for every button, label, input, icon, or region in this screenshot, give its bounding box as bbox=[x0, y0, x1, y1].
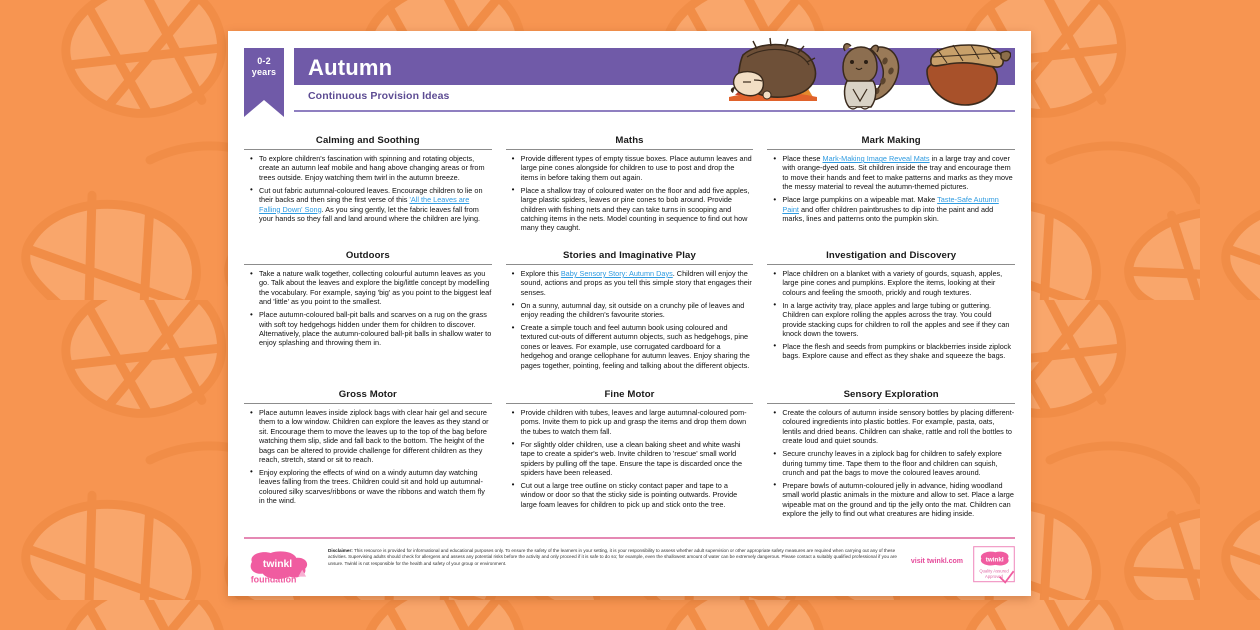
section-heading: Stories and Imaginative Play bbox=[563, 250, 696, 261]
section-divider bbox=[506, 403, 754, 404]
twinkl-logo-text: twinkl bbox=[262, 558, 293, 570]
section-divider bbox=[767, 264, 1015, 265]
section-divider bbox=[244, 403, 492, 404]
list-item: • Create a simple touch and feel autumn book using coloured and textured cut-outs of different autumn objects, such as hedgehogs, pine cones or leaves. For example, use corrugated cardboard for a hedgehog and orange cellophane for autumn leaves. Enjoy sharing the pages together, pointing, feeling and talking about the different objects. bbox=[521, 323, 754, 370]
quality-assured-badge bbox=[973, 546, 1015, 585]
resource-link[interactable]: Taste-Safe Autumn Paint bbox=[782, 195, 999, 214]
section-heading: Gross Motor bbox=[338, 389, 397, 400]
list-item: • Prepare bowls of autumn-coloured jelly in advance, hiding woodland small world plastic animals in the mixture and allow to set. Place a large wipeable mat on the ground and tip the jelly onto the mat. Children can explore the jelly to find out what creatures are hiding inside. bbox=[782, 481, 1015, 519]
section-divider bbox=[244, 149, 492, 150]
section-gross-motor bbox=[244, 389, 492, 529]
visit-twinkl-link[interactable]: visit twinkl.com bbox=[910, 557, 963, 565]
list-item: • Place the flesh and seeds from pumpkins or blackberries inside ziplock bags. Explore cause and effect as they shake and squeeze the bags. bbox=[782, 342, 1015, 361]
resource-link[interactable]: Baby Sensory Story: Autumn Days bbox=[560, 269, 673, 278]
section-fine-motor bbox=[506, 389, 754, 529]
list-item: • Secure crunchy leaves in a ziplock bag for children to safely explore during tummy time. Tape them to the floor and children can squish, crunch and pat the bags to move the coloured leaves around. bbox=[782, 449, 1015, 477]
list-item: • Place autumn leaves inside ziplock bags with clear hair gel and secure them to a low window. Children can explore the leaves as they stand or sit. Encourage them to move the leaves up to the top of the bag before watching them slip, slide and fall back to the bottom. The height of the bags can be altered to provide challenge for different children as they reach, stretch, stand or sit to reach. bbox=[259, 408, 492, 464]
list-item: • Place these Mark-Making Image Reveal Mats in a large tray and cover with orange-dyed oats. Sit children inside the tray and encourage them to move their hands and feet to make patterns and marks as they move the messy material to reveal the autumn-themed pictures. bbox=[782, 154, 1015, 192]
title-bar bbox=[294, 48, 1015, 85]
badge-line-3: Approved bbox=[985, 574, 1003, 580]
page-header bbox=[244, 48, 1015, 126]
page-footer bbox=[244, 537, 1015, 585]
list-item: • Place large pumpkins on a wipeable mat. Make Taste-Safe Autumn Paint and offer children paintbrushes to dip into the paint and add marks, lines and patterns onto the pumpkin skin. bbox=[782, 195, 1015, 223]
header-divider bbox=[294, 110, 1015, 112]
section-divider bbox=[767, 403, 1015, 404]
list-item: • Place a shallow tray of coloured water on the floor and add five apples, large plastic spiders, leaves or pine cones to bob around. Provide children with fishing nets and they can take turns in scooping and catching items in the nets. Model counting in sequence to find out how many they caught. bbox=[521, 186, 754, 233]
section-outdoors bbox=[244, 250, 492, 378]
list-item: • Provide children with tubes, leaves and large autumnal-coloured pom-poms. Invite them to pick up and grasp the items and drop them down the tubes to watch them fall. bbox=[521, 408, 754, 436]
section-heading: Investigation and Discovery bbox=[826, 250, 957, 261]
list-item: • Explore this Baby Sensory Story: Autumn Days. Children will enjoy the sound, actions and props as you tell this simple story that engages their senses. bbox=[521, 269, 754, 297]
age-range-line-1: 0-2 bbox=[257, 56, 271, 66]
section-stories-and-imaginative-play bbox=[506, 250, 754, 378]
resource-page bbox=[228, 31, 1031, 596]
section-divider bbox=[244, 264, 492, 265]
section-list bbox=[244, 408, 492, 506]
section-list bbox=[767, 269, 1015, 361]
section-heading: Maths bbox=[615, 135, 644, 146]
list-item: • Place autumn-coloured ball-pit balls and scarves on a rug on the grass with soft toy hedgehogs hidden under them for children to discover. Alternatively, place the autumn-coloured ball-pit balls in shallow water to enjoy splashing and throwing them in. bbox=[259, 310, 492, 348]
section-list bbox=[767, 154, 1015, 223]
section-heading: Mark Making bbox=[861, 135, 921, 146]
section-list bbox=[244, 154, 492, 223]
list-item: • Create the colours of autumn inside sensory bottles by placing different-coloured ingredients into plastic bottles. For example, pasta, oats, lentils and dried beans. Children can shake, rattle and roll the bottles to create loud and quiet sounds. bbox=[782, 408, 1015, 446]
section-heading: Sensory Exploration bbox=[843, 389, 939, 400]
section-maths bbox=[506, 135, 754, 239]
list-item: • To explore children's fascination with spinning and rotating objects, create an autumn leaf mobile and hang above changing areas or from trees outside. Enjoy watching them twirl in the autumn breeze. bbox=[259, 154, 492, 182]
twinkl-foundation-logo bbox=[244, 546, 318, 585]
list-item: • In a large activity tray, place apples and large tubing or guttering. Children can explore rolling the apples across the tray. You could provide stacking cups for children to roll the apples and see if they can knock down the towers. bbox=[782, 301, 1015, 339]
column-left bbox=[244, 135, 492, 540]
section-list bbox=[767, 408, 1015, 518]
page-title: Autumn bbox=[308, 55, 393, 80]
list-item: • Place children on a blanket with a variety of gourds, squash, apples, large pine cones and pumpkins. Explore the items, looking at their colours and feeling the smooth, prickly and rough textures. bbox=[782, 269, 1015, 297]
section-list bbox=[506, 269, 754, 370]
column-right bbox=[767, 135, 1015, 540]
disclaimer-text bbox=[328, 546, 901, 567]
column-middle bbox=[506, 135, 754, 540]
section-divider bbox=[506, 264, 754, 265]
badge-line-2: Quality Assured bbox=[979, 568, 1009, 574]
section-heading: Calming and Soothing bbox=[315, 135, 420, 146]
list-item: • Take a nature walk together, collecting colourful autumn leaves as you go. Talk about the leaves and explore the big/little concept by modelling the vocabulary. For example, saying 'big' as you point to the biggest leaf and 'little' as you point to the smallest. bbox=[259, 269, 492, 307]
age-range-line-2: years bbox=[251, 67, 277, 77]
section-heading: Fine Motor bbox=[604, 389, 655, 400]
resource-link[interactable]: Mark-Making Image Reveal Mats bbox=[822, 154, 930, 163]
twinkl-foundation-text: foundation bbox=[250, 574, 297, 585]
page-subtitle: Continuous Provision Ideas bbox=[308, 90, 450, 102]
section-list bbox=[506, 154, 754, 233]
list-item: • Provide different types of empty tissue boxes. Place autumn leaves and large pine cones alongside for children to use to post and drop the items in before taking them out again. bbox=[521, 154, 754, 182]
disclaimer-body: This resource is provided for informational and educational purposes only. To ensure the safety of the learners in your setting, it is your responsibility to assess whether adult supervision or other appropriate safety measures are required when carrying out any of these activities. Supervising adults should check for allergens and assess any potential risks before the activity and only proceed if it is safe to do so; for example, even the shallowest amount of water can be extremely dangerous. Please contact a suitably qualified professional if you are unsure. Twinkl is not responsible for the health and safety of your group or environment. bbox=[328, 547, 897, 566]
resource-link[interactable]: 'All the Leaves are Falling Down' Song bbox=[259, 195, 470, 214]
list-item: • For slightly older children, use a clean baking sheet and white washi tape to create a spider's web. Invite children to 'rescue' small world spiders by pulling off the tape. Ensure the tape is discarded once the spiders have been released. bbox=[521, 440, 754, 478]
list-item: • Enjoy exploring the effects of wind on a windy autumn day watching leaves falling from the trees. Children could sit and hold up autumnal-coloured silky scarves/ribbons or wave the ribbons and watch them fly in the wind. bbox=[259, 468, 492, 506]
list-item: • Cut out fabric autumnal-coloured leaves. Encourage children to lie on their backs and then sing the first verse of this 'All the Leaves are Falling Down' Song. As you sing gently, let the fabric leaves fall from your hands so they fall and land around where the children are lying. bbox=[259, 186, 492, 224]
list-item: • Cut out a large tree outline on sticky contact paper and tape to a window or door so that the sticky side is pointing outwards. Provide large foam leaves for children to pick up and stick onto the tree. bbox=[521, 481, 754, 509]
section-list bbox=[244, 269, 492, 348]
section-divider bbox=[506, 149, 754, 150]
section-investigation-and-discovery bbox=[767, 250, 1015, 378]
section-mark-making bbox=[767, 135, 1015, 239]
age-range-badge bbox=[244, 48, 284, 100]
sections-grid bbox=[244, 135, 1015, 540]
section-heading: Outdoors bbox=[345, 250, 390, 261]
badge-logo-text: twinkl bbox=[985, 556, 1004, 564]
disclaimer-label: Disclaimer: bbox=[328, 547, 353, 553]
list-item: • On a sunny, autumnal day, sit outside on a crunchy pile of leaves and enjoy reading the children's favourite stories. bbox=[521, 301, 754, 320]
section-sensory-exploration bbox=[767, 389, 1015, 529]
section-calming-and-soothing bbox=[244, 135, 492, 239]
section-list bbox=[506, 408, 754, 509]
section-divider bbox=[767, 149, 1015, 150]
footer-divider bbox=[244, 537, 1015, 539]
